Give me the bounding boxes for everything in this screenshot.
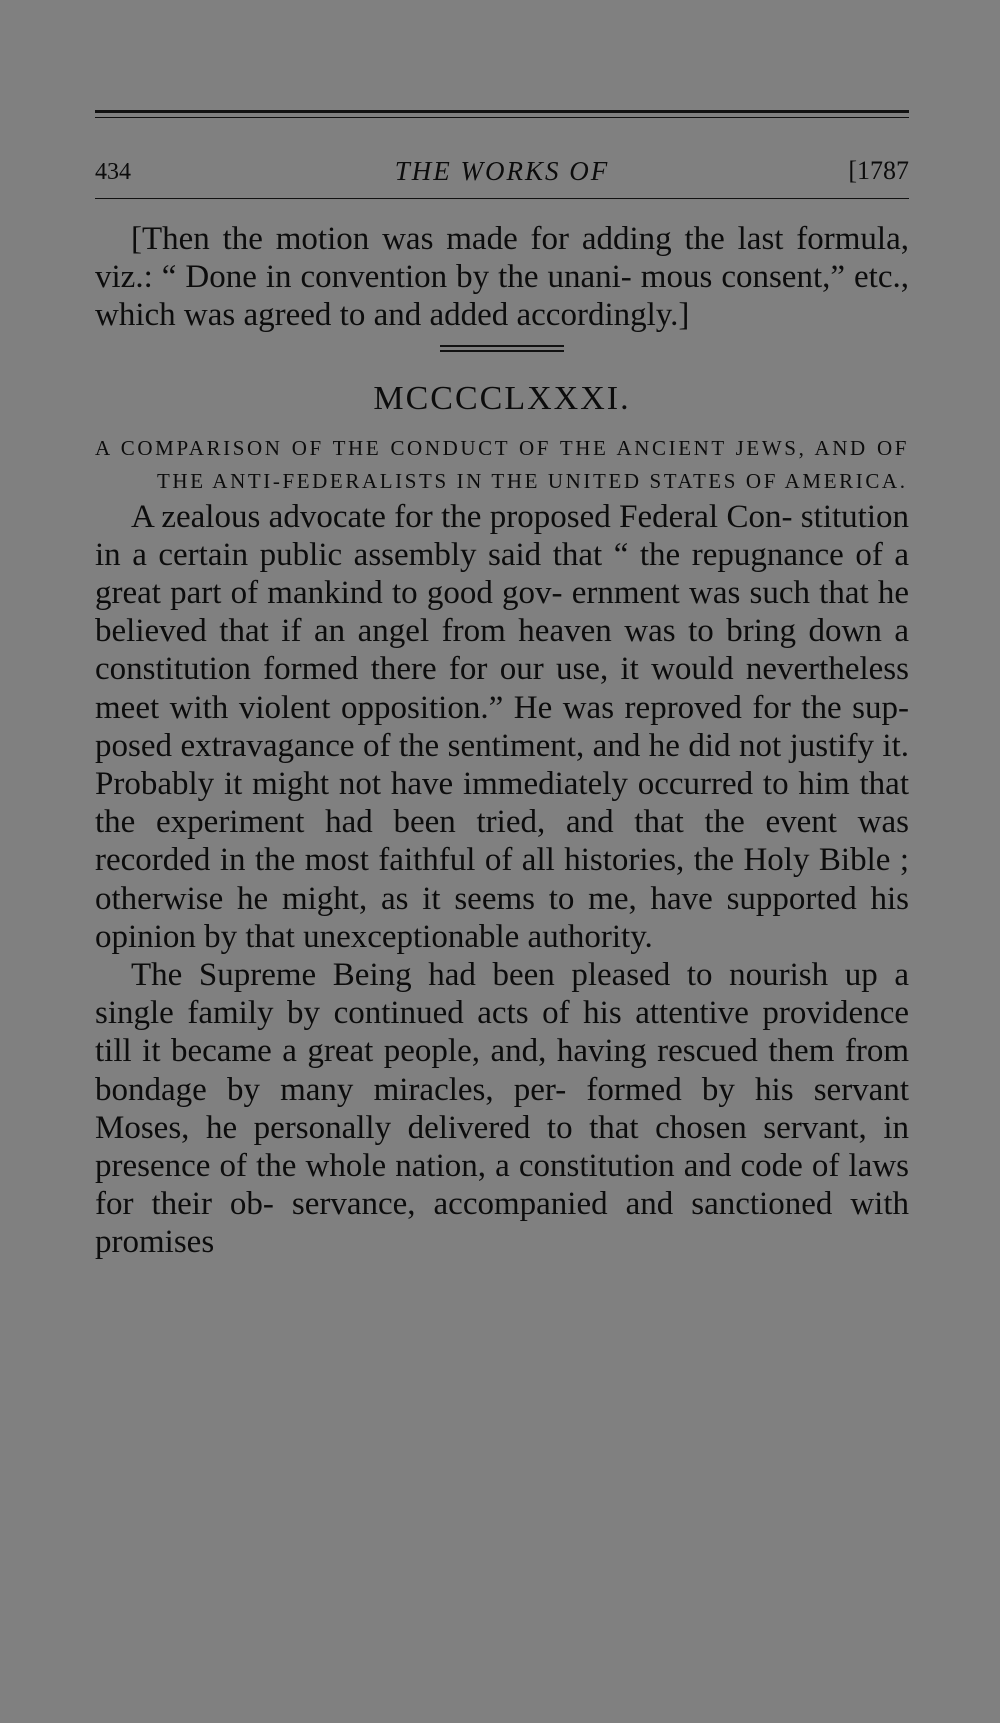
section-number: MCCCCLXXXI. bbox=[373, 379, 631, 417]
page-body bbox=[95, 220, 909, 1262]
section-divider bbox=[440, 345, 564, 352]
running-title: THE WORKS OF bbox=[394, 156, 610, 186]
page-number: 434 bbox=[95, 159, 131, 185]
top-double-rule bbox=[95, 110, 909, 113]
section-title: A COMPARISON OF THE CONDUCT OF THE ANCIENT JEWS, AND OF THE ANTI-FEDERALISTS IN THE UNITED STATES OF AMERICA. bbox=[95, 435, 909, 493]
body-paragraph: A zealous advocate for the proposed Federal Con- stitution in a certain public assembly said that “ the repugnance of a great part of mankind to good gov- ernment was such that he believed that if an angel from heaven was to bring down a constitution formed there for our use, it would nevertheless meet with violent opposition.” He was reproved for the sup- posed extravagance of the sentiment, and he did not justify it. Probably it might not have immediately occurred to him that the experiment had been tried, and that the event was recorded in the most faithful of all histories, the Holy Bible ; otherwise he might, as it seems to me, have supported his opinion by that unexceptionable authority. bbox=[95, 498, 909, 955]
book-page bbox=[95, 110, 909, 1261]
intro-paragraph: [Then the motion was made for adding the last formula, viz.: “ Done in convention by the unani- mous consent,” etc., which was agreed to and added accordingly.] bbox=[95, 221, 909, 334]
running-header bbox=[95, 118, 909, 186]
header-rule bbox=[95, 198, 909, 199]
header-year: [1787 bbox=[848, 156, 909, 185]
body-paragraph: The Supreme Being had been pleased to nourish up a single family by continued acts of his attentive providence till it became a great people, and, having rescued them from bondage by many miracles, per- formed by his servant Moses, he personally delivered to that chosen servant, in presence of the whole nation, a constitution and code of laws for their ob- servance, accompanied and sanctioned with promises bbox=[95, 957, 909, 1261]
